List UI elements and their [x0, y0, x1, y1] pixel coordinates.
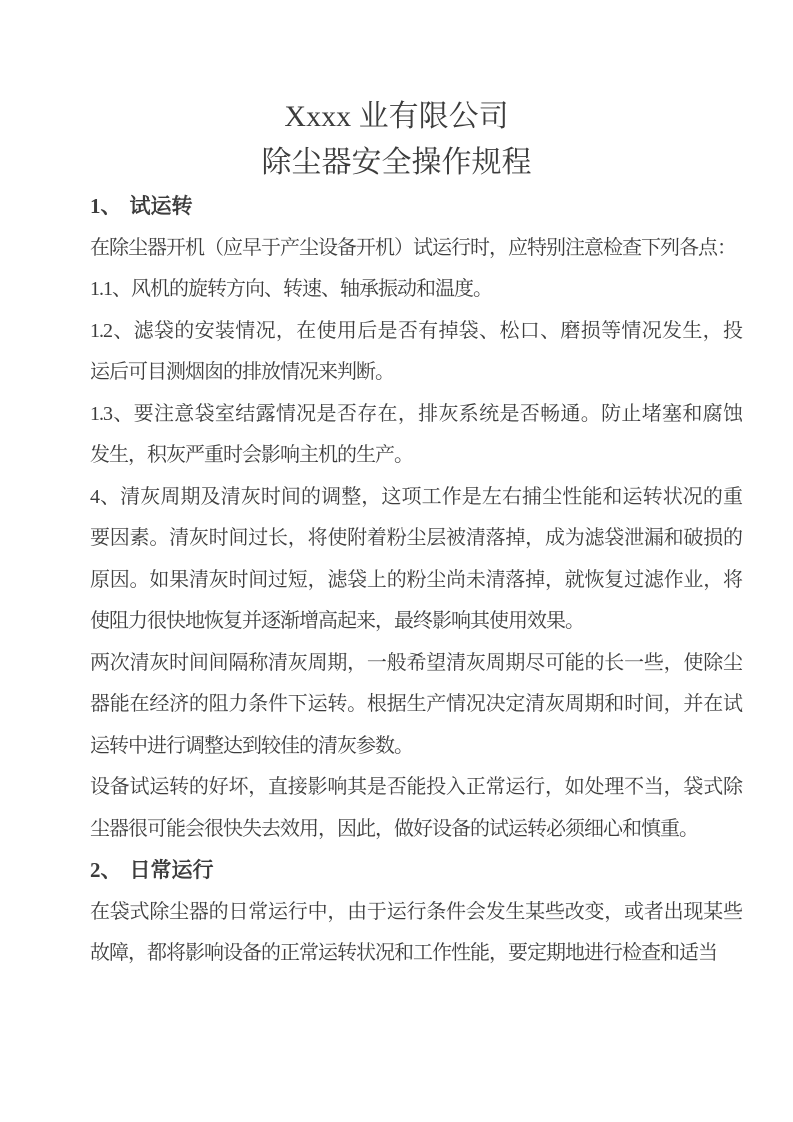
text-line: 1.1、风机的旋转方向、转速、轴承振动和温度。: [90, 278, 492, 300]
section-heading: [90, 850, 742, 892]
text-line: 运转中进行调整达到较佳的清灰参数。: [90, 734, 413, 757]
text-line: 4、清灰周期及清灰时间的调整，这项工作是左右捕尘性能和运转状况的重: [90, 485, 742, 508]
paragraph: [90, 892, 742, 975]
text-line: 在除尘器开机（应早于产尘设备开机）试运行时，应特别注意检查下列各点：: [90, 236, 736, 259]
text-line: 使阻力很快地恢复并逐渐增高起来，最终影响其使用效果。: [90, 610, 584, 632]
document-body: [90, 186, 742, 975]
heading-text: 日常运行: [129, 858, 214, 882]
text-line: 运后可目测烟囱的排放情况来判断。: [90, 361, 394, 383]
paragraph: [90, 311, 742, 394]
paragraph: [90, 767, 742, 850]
text-line: 尘器很可能会很快失去效用，因此，做好设备的试运转必须细心和慎重。: [90, 817, 698, 840]
text-line: 在袋式除尘器的日常运行中，由于运行条件会发生某些改变，或者出现某些: [90, 900, 742, 923]
heading-number: 1、: [90, 194, 122, 218]
text-line: 要因素。清灰时间过长，将使附着粉尘层被清落掉，成为滤袋泄漏和破损的: [90, 527, 742, 549]
text-line: 设备试运转的好坏，直接影响其是否能投入正常运行，如处理不当，袋式除: [90, 776, 742, 798]
paragraph: [90, 477, 742, 643]
text-line: 器能在经济的阻力条件下运转。根据生产情况决定清灰周期和时间，并在试: [90, 693, 742, 715]
section-heading: [90, 186, 742, 228]
paragraph: [90, 394, 742, 477]
heading-text: 试运转: [129, 194, 193, 218]
document-header: [0, 0, 793, 186]
document-subtitle: 除尘器安全操作规程: [261, 146, 532, 179]
paragraph: [90, 643, 742, 768]
text-line: 两次清灰时间间隔称清灰周期，一般希望清灰周期尽可能的长一些，使除尘: [90, 651, 742, 674]
text-line: 1.3、要注意袋室结露情况是否存在，排灰系统是否畅通。防止堵塞和腐蚀: [90, 402, 742, 425]
heading-number: 2、: [90, 858, 122, 882]
text-line: 原因。如果清灰时间过短，滤袋上的粉尘尚未清落掉，就恢复过滤作业，将: [90, 568, 742, 591]
text-line: 故障，都将影响设备的正常运转状况和工作性能，要定期地进行检查和适当: [90, 942, 717, 964]
document-title: Xxxx 业有限公司: [284, 100, 509, 133]
paragraph: [90, 228, 742, 270]
paragraph: [90, 269, 742, 311]
text-line: 发生，积灰严重时会影响主机的生产。: [90, 444, 413, 466]
text-line: 1.2、滤袋的安装情况，在使用后是否有掉袋、松口、磨损等情况发生，投: [90, 319, 742, 342]
